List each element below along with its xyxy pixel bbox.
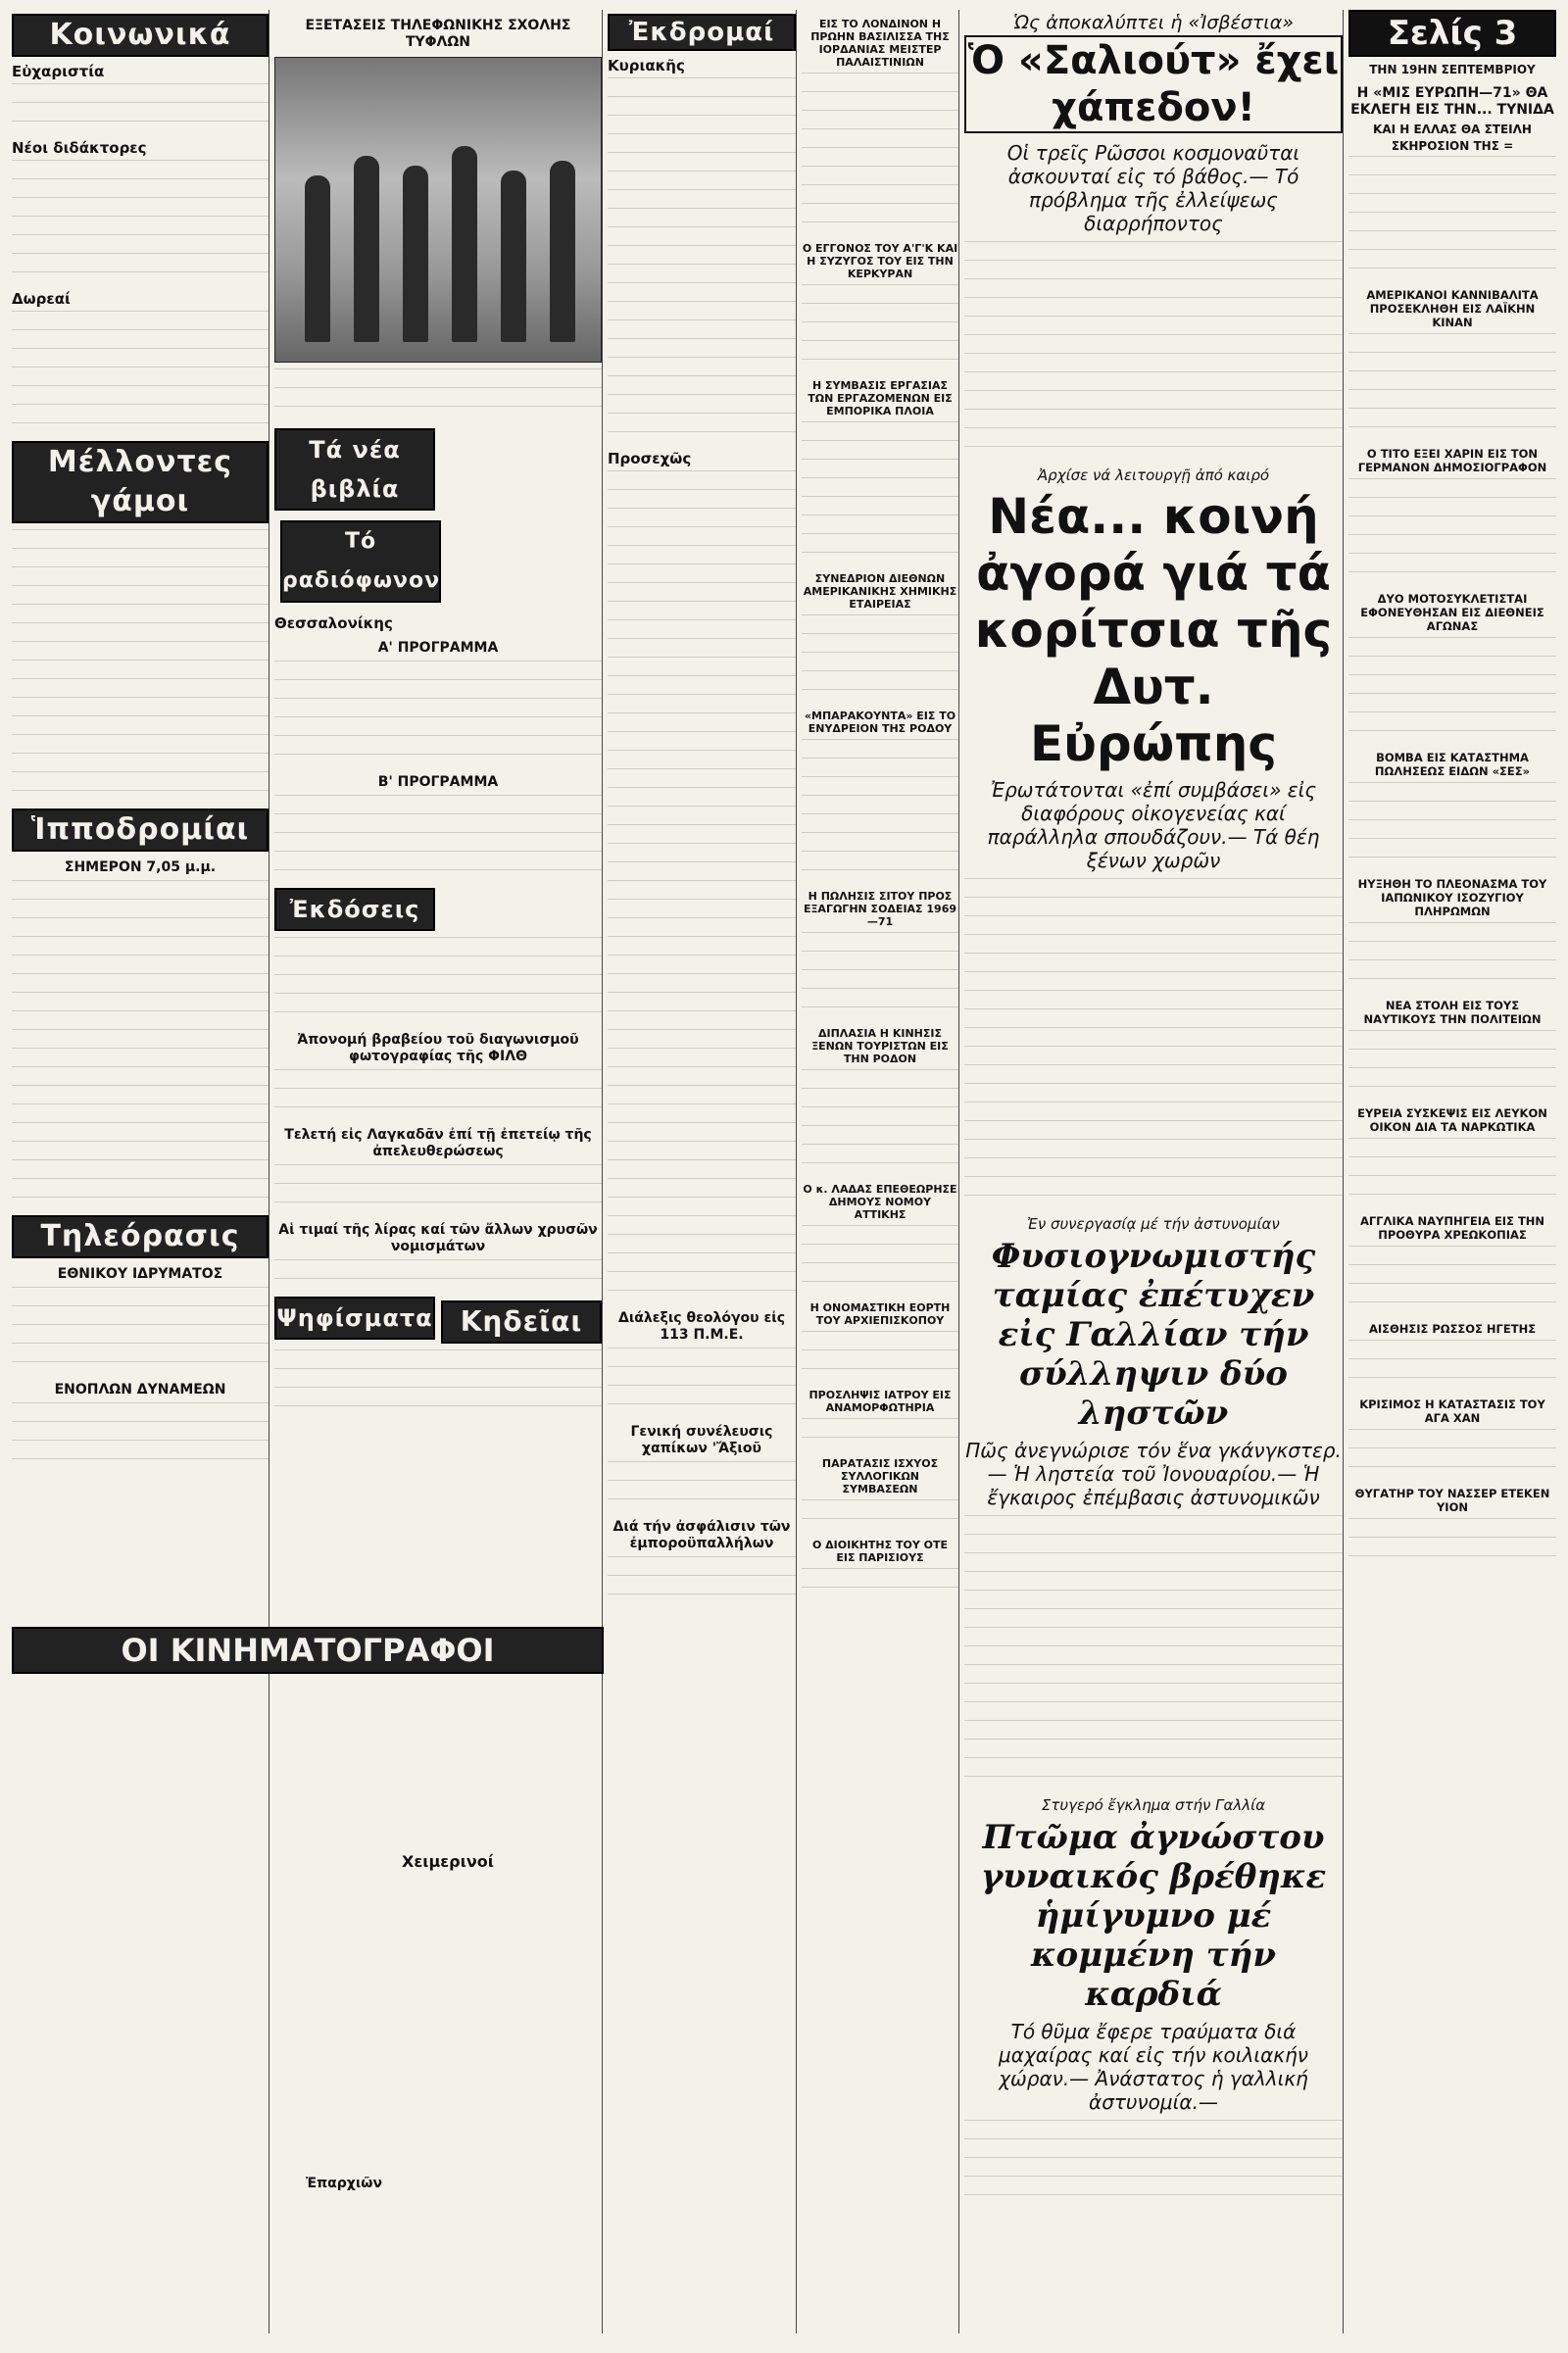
london-head: ΕΙΣ ΤΟ ΛΟΝΔΙΝΟΝ Η ΠΡΩΗΝ ΒΑΣΙΛΙΣΣΑ ΤΗΣ ΙΟΡΔΑΝΙΑΣ ΜΕΙΣΤΕΡ ΠΑΛΑΙΣΤΙΝΙΩΝ bbox=[810, 18, 950, 69]
radio-banner: Τό ραδιόφωνον bbox=[280, 520, 441, 603]
mast-sub: ΚΑΙ Η ΕΛΛΑΣ ΘΑ ΣΤΕΙΛΗ bbox=[1373, 123, 1532, 136]
armed-forces: ΕΝΟΠΛΩΝ ΔΥΝΑΜΕΩΝ bbox=[54, 1382, 226, 1397]
program-b: Β' ΠΡΟΓΡΑΜΜΑ bbox=[377, 774, 499, 790]
new-doctors-title: Νέοι διδάκτορες bbox=[12, 139, 147, 157]
horse-racing-banner: Ἱπποδρομίαι bbox=[12, 809, 269, 852]
russian-head: ΑΙΣΘΗΣΙΣ ΡΩΣΣΟΣ ΗΓΕΤΗΣ bbox=[1368, 1322, 1537, 1336]
market-headline: Νέα... κοινή ἀγορά γιά τά κορίτσια τῆς Δυτ. Εὐρώπης bbox=[974, 488, 1333, 772]
crime-lead: Τό θῦμα ἔφερε τραύματα διά μαχαίρας καί εἰς τήν κοιλιακήν χώραν.— Ἀνάστατος ἡ γαλλική ἀστυνομία.— bbox=[999, 2020, 1308, 2114]
police-kicker: Ἐν συνεργασίᾳ μέ τήν ἀστυνομίαν bbox=[1027, 1215, 1280, 1233]
cinema-winter: Χειμερινοί bbox=[402, 1852, 494, 1871]
mast-headline: Η «ΜΙΣ ΕΥΡΩΠΗ—71» ΘΑ ΕΚΛΕΓΗ ΕΙΣ ΤΗΝ... ΤΥΝΙΔΑ bbox=[1350, 85, 1554, 118]
police-headline: Φυσιογνωμιστής ταμίας ἐπέτυχεν εἰς Γαλλίαν τήν σύλληψιν δύο ληστῶν bbox=[991, 1237, 1316, 1433]
page-masthead: Σελίς 3 bbox=[1348, 10, 1556, 57]
cinema-provinces: Ἐπαρχιῶν bbox=[306, 2176, 382, 2191]
corfu-head: Ο ΕΓΓΟΝΟΣ ΤΟΥ Α'Γ'Κ ΚΑΙ Η ΣΥΖΥΓΟΣ ΤΟΥ ΕΙΣ ΤΗΝ ΚΕΡΚΥΡΑΝ bbox=[802, 242, 958, 280]
khan-head: ΚΡΙΣΙΜΟΣ Η ΚΑΤΑΣΤΑΣΙΣ ΤΟΥ ΑΓΑ ΧΑΝ bbox=[1359, 1397, 1545, 1425]
gold-prices-head: Αἱ τιμαί τῆς λίρας καί τῶν ἄλλων χρυσῶν νομισμάτων bbox=[278, 1222, 598, 1254]
column-world bbox=[1348, 10, 1556, 2333]
ceremony-head: Τελετή εἰς Λαγκαδᾶν ἐπί τῇ ἐπετείῳ τῆς ἀπελευθερώσεως bbox=[284, 1127, 592, 1159]
navy-head: ΝΕΑ ΣΤΟΛΗ ΕΙΣ ΤΟΥΣ ΝΑΥΤΙΚΟΥΣ ΤΗΝ ΠΟΛΙΤΕΙΩΝ bbox=[1363, 999, 1542, 1026]
funerals-banner: Κηδεῖαι bbox=[441, 1300, 602, 1344]
newspaper-page bbox=[12, 10, 1556, 2333]
school-head: ΕΞΕΤΑΣΕΙΣ ΤΗΛΕΦΩΝΙΚΗΣ ΣΧΟΛΗΣ ΤΥΦΛΩΝ bbox=[305, 18, 571, 50]
chemists-head: ΣΥΝΕΔΡΙΟΝ ΔΙΕΘΝΩΝ ΑΜΕΡΙΚΑΝΙΚΗΣ ΧΗΜΙΚΗΣ ΕΤΑΙΡΕΙΑΣ bbox=[803, 572, 957, 611]
column-school bbox=[274, 10, 603, 2333]
wheat-head: Η ΠΩΛΗΣΙΣ ΣΙΤΟΥ ΠΡΟΣ ΕΞΑΓΩΓΗΝ ΣΟΔΕΙΑΣ 1969—71 bbox=[803, 890, 957, 928]
ote-head: Ο ΔΙΟΙΚΗΤΗΣ ΤΟΥ ΟΤΕ ΕΙΣ ΠΑΡΙΣΙΟΥΣ bbox=[811, 1539, 949, 1564]
nasser-head: ΘΥΓΑΤΗΡ ΤΟΥ ΝΑΣΣΕΡ ΕΤΕΚΕΝ ΥΙΟΝ bbox=[1354, 1487, 1550, 1514]
germans-head: Ο ΤΙΤΟ ΕΞΕΙ ΧΑΡΙΝ ΕΙΣ ΤΟΝ ΓΕΡΜΑΝΟΝ ΔΗΜΟΣΙΟΓΡΑΦΟΝ bbox=[1357, 447, 1547, 474]
workers-head: Η ΣΥΜΒΑΣΙΣ ΕΡΓΑΣΙΑΣ ΤΩΝ ΕΡΓΑΖΟΜΕΝΩΝ ΕΙΣ ΕΜΠΟΡΙΚΑ ΠΛΟΙΑ bbox=[808, 379, 953, 417]
narcotics-head: ΕΥΡΕΙΑ ΣΥΣΚΕΨΙΣ ΕΙΣ ΛΕΥΚΟΝ ΟΙΚΟΝ ΔΙΑ ΤΑ ΝΑΡΚΩΤΙΚΑ bbox=[1357, 1106, 1547, 1134]
photo-award-head: Ἀπονομή βραβείου τοῦ διαγωνισμοῦ φωτογραφίας τῆς ΦΙΛΘ bbox=[297, 1032, 579, 1064]
attica-head: Ο κ. ΛΑΔΑΣ ΕΠΕΘΕΩΡΗΣΕ ΔΗΜΟΥΣ ΝΟΜΟΥ ΑΤΤΙΚΗΣ bbox=[803, 1183, 957, 1221]
radio-region: Θεσσαλονίκης bbox=[274, 614, 393, 632]
thanks-title: Εὐχαριστία bbox=[12, 63, 105, 80]
votes-banner: Ψηφίσματα bbox=[274, 1297, 435, 1340]
rhodes-head: «ΜΠΑΡΑΚΟΥΝΤΑ» ΕΙΣ ΤΟ ΕΝΥΔΡΕΙΟΝ ΤΗΣ ΡΟΔΟΥ bbox=[804, 710, 956, 735]
mast-sub2: ΣΚΗΡΟΣΙΟΝ ΤΗΣ = bbox=[1391, 139, 1514, 153]
column-social bbox=[12, 10, 270, 2333]
crime-headline: Πτῶμα ἀγνώστου γυναικός βρέθηκε ἡμίγυμνο μέ κομμένη τήν καρδιά bbox=[980, 1818, 1327, 2014]
hostages-head: ΑΜΕΡΙΚΑΝΟΙ ΚΑΝΝΙΒΑΛΙΤΑ ΠΡΟΣΕΚΛΗΘΗ ΕΙΣ ΛΑΪΚΗΝ ΚΙΝΑΝ bbox=[1366, 288, 1539, 329]
press-label: Προσεχῶς bbox=[608, 450, 692, 467]
market-lead: Ἐρωτάτονται «ἐπί συμβάσει» εἰς διαφόρους οἰκογενείας καί παράλληλα σπουδάζουν.— Τά θέη ξένων χωρῶν bbox=[987, 778, 1320, 872]
social-banner: Κοινωνικά bbox=[12, 14, 269, 57]
cyclists-head: ΔΥΟ ΜΟΤΟΣΥΚΛΕΤΙΣΤΑΙ ΕΦΟΝΕΥΘΗΣΑΝ ΕΙΣ ΔΙΕΘΝΕΙΣ ΑΓΩΝΑΣ bbox=[1360, 592, 1544, 633]
horse-racing-today: ΣΗΜΕΡΟΝ 7,05 μ.μ. bbox=[64, 859, 217, 875]
unions-head: ΠΑΡΑΤΑΣΙΣ ΙΣΧΥΟΣ ΣΥΛΛΟΓΙΚΩΝ ΣΥΜΒΑΣΕΩΝ bbox=[821, 1457, 939, 1495]
archbishop-head: Η ΟΝΟΜΑΣΤΙΚΗ ΕΟΡΤΗ ΤΟΥ ΑΡΧΙΕΠΙΣΚΟΠΟΥ bbox=[809, 1301, 951, 1327]
television-banner: Τηλεόρασις bbox=[12, 1215, 269, 1258]
column-excursions bbox=[608, 10, 797, 2333]
cinema-banner: ΟΙ ΚΙΝΗΜΑΤΟΓΡΑΦΟΙ bbox=[12, 1627, 604, 1674]
bomb-head: ΒΟΜΒΑ ΕΙΣ ΚΑΤΑΣΤΗΜΑ ΠΩΛΗΣΕΩΣ ΕΙΔΩΝ «ΣΕΣ» bbox=[1374, 751, 1531, 778]
top-headline: Ὁ «Σαλιούτ» ἔχει χάπεδον! bbox=[964, 35, 1343, 133]
general-meeting-head: Γενική συνέλευσις χαπίκων 'Ἄξιοῦ bbox=[630, 1424, 773, 1456]
shipyards-head: ΑΓΓΛΙΚΑ ΝΑΥΠΗΓΕΙΑ ΕΙΣ ΤΗΝ ΠΡΟΘΥΡΑ ΧΡΕΩΚΟΠΙΑΣ bbox=[1359, 1214, 1545, 1242]
weddings-banner: Μέλλοντες γάμοι bbox=[12, 441, 269, 523]
cosmonauts-lead: Οἱ τρεῖς Ρῶσσοι κοσμοναῦται ἀσκουνταί εἰς τό βάθος.— Τό πρόβλημα τῆς ἐλλείψεως διαρρήποντος bbox=[1006, 141, 1300, 235]
japan-head: ΗΥΞΗΘΗ ΤΟ ΠΛΕΟΝΑΣΜΑ ΤΟΥ ΙΑΠΩΝΙΚΟΥ ΙΣΟΖΥΓΙΟΥ ΠΛΗΡΩΜΩΝ bbox=[1357, 877, 1547, 918]
merchants-head: Διά τήν ἀσφάλισιν τῶν ἐμποροϋπαλλήλων bbox=[612, 1519, 791, 1551]
excursions-banner: Ἐκδρομαί bbox=[608, 14, 796, 51]
editions-banner: Ἐκδόσεις bbox=[274, 888, 435, 931]
tourists-head: ΔΙΠΛΑΣΙΑ Η ΚΙΝΗΣΙΣ ΞΕΝΩΝ ΤΟΥΡΙΣΤΩΝ ΕΙΣ ΤΗΝ ΡΟΔΟΝ bbox=[811, 1027, 949, 1065]
market-kicker: Ἀρχίσε νά λειτουργῇ ἀπό καιρό bbox=[1037, 466, 1270, 484]
top-quote: Ὡς ἀποκαλύπτει ἡ «Ἰσβέστια» bbox=[1012, 12, 1294, 33]
column-features bbox=[964, 10, 1344, 2333]
sunday-label: Κυριακῆς bbox=[608, 57, 685, 74]
doctors-head: ΠΡΟΣΛΗΨΙΣ ΙΑΤΡΟΥ ΕΙΣ ΑΝΑΜΟΡΦΩΤΗΡΙΑ bbox=[808, 1389, 952, 1414]
school-photo bbox=[274, 57, 602, 363]
theologians-head: Διάλεξις θεολόγου εἰς 113 Π.Μ.Ε. bbox=[618, 1310, 785, 1343]
program-a: Α' ΠΡΟΓΡΑΜΜΑ bbox=[377, 640, 499, 656]
new-books-banner: Τά νέα βιβλία bbox=[274, 428, 435, 511]
crime-kicker: Στυγερό ἔγκλημα στήν Γαλλία bbox=[1041, 1796, 1266, 1814]
donations-title: Δωρεαί bbox=[12, 290, 71, 308]
mast-date: ΤΗΝ 19ΗΝ ΣΕΠΤΕΜΒΡΙΟΥ bbox=[1369, 63, 1536, 76]
police-lead: Πῶς ἀνεγνώρισε τόν ἕνα γκάνγκστερ.— Ἡ ληστεία τοῦ Ἰονουαρίου.— Ἡ ἔγκαιρος ἐπέμβασις ἀστυνομικῶν bbox=[965, 1439, 1342, 1509]
column-news-brief bbox=[802, 10, 959, 2333]
national-foundation: ΕΘΝΙΚΟΥ ΙΔΡΥΜΑΤΟΣ bbox=[57, 1266, 223, 1282]
